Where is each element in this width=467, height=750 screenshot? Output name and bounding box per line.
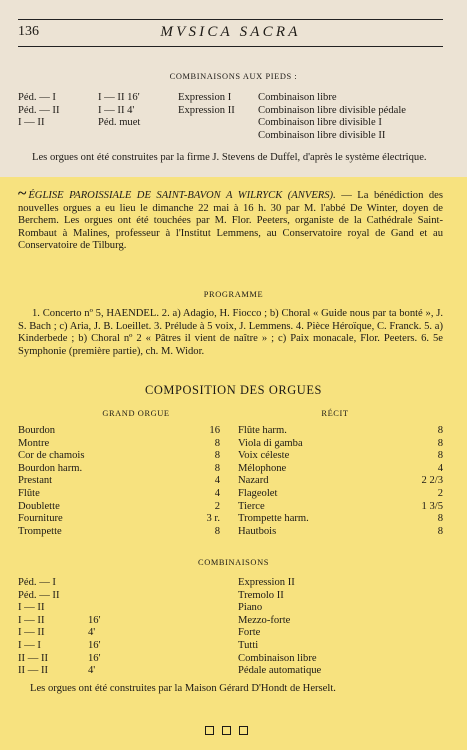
grand-orgue-stop-size: 8 [214, 450, 220, 462]
pedal-combo-col-a: Péd. — II [18, 104, 60, 116]
header-bottom-rule [18, 46, 443, 47]
grand-orgue-stop-name: Flûte [18, 488, 40, 499]
grand-orgue-stop-name: Trompette [18, 525, 62, 537]
combinaison-col-c: Expression II [238, 577, 295, 588]
combinaison-col-a: I — II [18, 614, 45, 626]
recit-stop-size: 8 [437, 437, 443, 449]
pedal-combo-col-a: I — II [18, 117, 45, 128]
recit-stop-size: 8 [437, 425, 443, 436]
pedal-combo-col-b: I — II 16' [98, 92, 140, 103]
page-number: 136 [18, 24, 39, 39]
running-header [18, 24, 443, 44]
recit-heading: RÉCIT [321, 409, 349, 418]
combinaison-col-c: Mezzo-forte [238, 614, 291, 626]
recit-stop-size: 4 [437, 462, 443, 474]
pedal-combo-col-b: I — II 4' [98, 104, 135, 116]
combinaison-col-a: Péd. — I [18, 577, 56, 588]
pedal-combo-col-d: Combinaison libre divisible pédale [258, 104, 406, 116]
combinaisons-note: Les orgues ont été construites par la Maison Gérard D'Hondt de Herselt. [30, 683, 336, 694]
grand-orgue-stop-name: Montre [18, 437, 50, 449]
grand-orgue-stop-size: 4 [214, 488, 220, 499]
grand-orgue-stop-size: 2 [214, 500, 220, 512]
recit-stop-size: 1 3/5 [421, 500, 443, 512]
pedal-combo-col-c: Expression I [178, 92, 232, 103]
grand-orgue-stop-size: 4 [214, 475, 220, 487]
combinaison-col-b: 4' [88, 665, 96, 677]
combinaison-col-b: 16' [88, 614, 101, 626]
combinaison-col-c: Forte [238, 627, 261, 639]
grand-orgue-stop-size: 16 [209, 425, 220, 436]
combinaison-col-c: Piano [238, 602, 263, 614]
programme-text: 1. Concerto nº 5, HAENDEL. 2. a) Adagio, H. Fiocco ; b) Choral « Guide nous par ta bonté », J. S. Bach ; c) Aria, J. B. Loeillet. 3. Prélude à 5 voix, J. Lemmens. 4. Pièce Héroïque, C. Franck. 5. a) Kinderbede ; b) Choral nº 2 « Pâtres il vient de naître » ; c) Paix monacale, Flor. Peeters. 6. 5e Symphonie (première partie), ch. M. Widor. [18, 308, 443, 357]
grand-orgue-stop-size: 8 [214, 525, 220, 537]
combinaison-col-b: 4' [88, 627, 96, 639]
recit-stop-name: Viola di gamba [238, 437, 303, 449]
recit-stop-name: Mélophone [238, 462, 287, 474]
square-ornament [239, 726, 248, 735]
grand-orgue-heading: GRAND ORGUE [102, 409, 170, 418]
pedal-combo-col-d: Combinaison libre divisible I [258, 117, 382, 128]
journal-title: MVSICA SACRA [160, 24, 301, 40]
combinaison-col-b: 16' [88, 640, 101, 651]
article-body: — La bénédiction des nouvelles orgues a eu lieu le dimanche 22 mai à 16 h. 30 par M. l'abbé De Winter, doyen de Berchem. Les orgues ont été touchées par M. Flor. Peeters, organiste de la Cathédrale Saint-Rombaut à Malines, professeur à l'Institut Lemmens, au Conservatoire royal de Gand et au Conservatoire de Tilburg. [18, 190, 443, 252]
pedal-combo-col-a: Péd. — I [18, 92, 56, 103]
combinaison-col-c: Pédale automatique [238, 665, 322, 677]
combinaison-col-a: I — I [18, 640, 41, 651]
recit-stop-name: Tierce [238, 500, 265, 512]
square-ornament [222, 726, 231, 735]
grand-orgue-stop-size: 3 r. [206, 513, 220, 525]
header-top-rule [18, 19, 443, 20]
pedal-combo-col-b: Péd. muet [98, 117, 141, 128]
programme-heading: PROGRAMME [203, 290, 264, 299]
pedal-combo-col-d: Combinaison libre divisible II [258, 129, 386, 141]
recit-stop-name: Nazard [238, 475, 269, 487]
article-title: ÉGLISE PAROISSIALE DE SAINT-BAVON A WILRYCK (ANVERS). [28, 190, 336, 201]
square-ornament [205, 726, 214, 735]
pedal-combos-heading: COMBINAISONS AUX PIEDS : [169, 72, 298, 81]
recit-stop-size: 2 2/3 [421, 475, 443, 487]
swirl-ornament: ~ [18, 185, 29, 202]
recit-stop-size: 8 [437, 513, 443, 525]
recit-stop-size: 8 [437, 525, 443, 537]
composition-heading: COMPOSITION DES ORGUES [144, 383, 323, 397]
grand-orgue-stop-name: Bourdon [18, 425, 56, 436]
grand-orgue-stop-name: Bourdon harm. [18, 462, 83, 474]
combinaison-col-a: Péd. — II [18, 589, 60, 601]
grand-orgue-stop-name: Fourniture [18, 513, 63, 525]
combinaison-col-c: Combinaison libre [238, 652, 317, 664]
recit-stop-name: Voix céleste [238, 450, 290, 462]
pedal-combo-col-d: Combinaison libre [258, 92, 337, 103]
grand-orgue-stop-size: 8 [214, 437, 220, 449]
recit-stop-size: 2 [437, 488, 443, 499]
recit-stop-name: Trompette harm. [238, 513, 309, 525]
grand-orgue-stop-size: 8 [214, 462, 220, 474]
grand-orgue-stop-name: Cor de chamois [18, 450, 85, 462]
recit-stop-name: Flageolet [238, 488, 278, 499]
grand-orgue-stop-name: Prestant [18, 475, 53, 487]
pedal-combo-col-c: Expression II [178, 104, 235, 116]
recit-stop-name: Hautbois [238, 525, 277, 537]
combinaisons-heading: COMBINAISONS [198, 558, 269, 567]
combinaison-col-a: II — II [18, 665, 49, 677]
combinaison-col-a: II — II [18, 652, 49, 664]
pedal-combos-note: Les orgues ont été construites par la firme J. Stevens de Duffel, d'après le système électrique. [32, 152, 427, 163]
recit-stop-name: Flûte harm. [238, 425, 287, 436]
combinaison-col-b: 16' [88, 652, 101, 664]
article-paragraph [18, 185, 443, 253]
grand-orgue-stop-name: Doublette [18, 500, 60, 512]
recit-stop-size: 8 [437, 450, 443, 462]
combinaison-col-c: Tremolo II [238, 589, 284, 601]
combinaison-col-c: Tutti [238, 640, 259, 651]
combinaison-col-a: I — II [18, 627, 45, 639]
combinaison-col-a: I — II [18, 602, 45, 614]
